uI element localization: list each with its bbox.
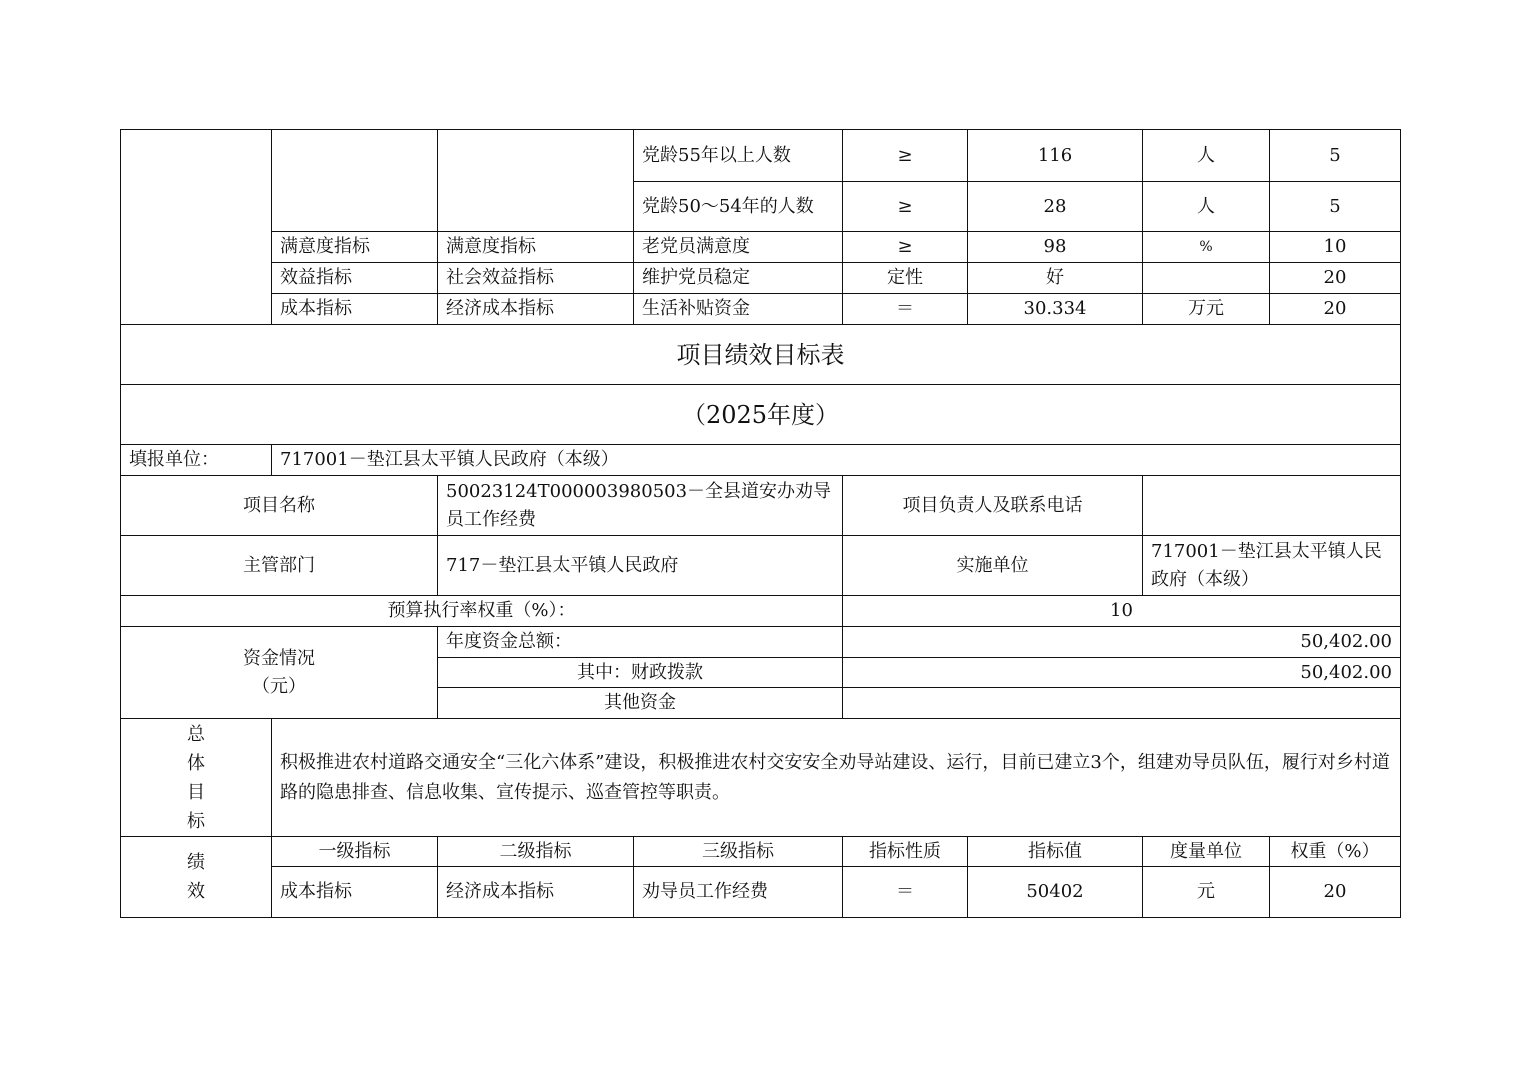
dept-label: 主管部门 xyxy=(121,536,438,596)
contact-label: 项目负责人及联系电话 xyxy=(843,476,1143,536)
value-cell: 28 xyxy=(968,182,1143,232)
weight-cell: 5 xyxy=(1270,182,1401,232)
reporting-unit-label: 填报单位： xyxy=(121,445,272,476)
value-cell: 98 xyxy=(968,232,1143,263)
project-name-value: 50023124T000003980503－全县道安办劝导员工作经费 xyxy=(438,476,843,536)
weight-cell: 20 xyxy=(1270,867,1401,918)
form-title: 项目绩效目标表 xyxy=(121,325,1401,385)
perf-label-char: 绩 xyxy=(187,852,205,873)
funds-other-label: 其他资金 xyxy=(438,688,843,719)
level1-cell: 满意度指标 xyxy=(272,232,438,263)
goal-label-char: 标 xyxy=(187,810,205,832)
funds-fiscal-label: 其中：财政拨款 xyxy=(438,658,843,688)
goal-text: 积极推进农村道路交通安全“三化六体系”建设，积极推进农村交安安全劝导站建设、运行，目前已建立3个，组建劝导员队伍，履行对乡村道路的隐患排查、信息收集、宣传提示、巡查管控等职责。 xyxy=(272,719,1401,837)
weight-cell: 10 xyxy=(1270,232,1401,263)
form-year: （2025年度） xyxy=(121,385,1401,445)
level2-cell: 满意度指标 xyxy=(438,232,634,263)
header-level3: 三级指标 xyxy=(634,837,843,867)
unit-cell: 人 xyxy=(1143,130,1270,182)
funds-total-value: 50,402.00 xyxy=(843,627,1401,658)
funds-label-line1: 资金情况 xyxy=(243,647,315,669)
prev-level1-empty xyxy=(272,130,438,232)
level2-cell: 经济成本指标 xyxy=(438,867,634,918)
unit-cell: 人 xyxy=(1143,182,1270,232)
value-cell: 50402 xyxy=(968,867,1143,918)
impl-label: 实施单位 xyxy=(843,536,1143,596)
funds-label-line2: （元） xyxy=(252,675,306,697)
header-level1: 一级指标 xyxy=(272,837,438,867)
budget-rate-label: 预算执行率权重（%）： xyxy=(121,596,843,627)
funds-label xyxy=(121,627,438,719)
level2-cell: 社会效益指标 xyxy=(438,263,634,294)
reporting-unit-value: 717001－垫江县太平镇人民政府（本级） xyxy=(272,445,1401,476)
level1-cell: 成本指标 xyxy=(272,294,438,325)
level3-cell: 老党员满意度 xyxy=(634,232,843,263)
nature-cell: ≥ xyxy=(843,182,968,232)
nature-cell: ＝ xyxy=(843,294,968,325)
header-weight: 权重（%） xyxy=(1270,837,1401,867)
value-cell: 好 xyxy=(968,263,1143,294)
value-cell: 30.334 xyxy=(968,294,1143,325)
performance-table xyxy=(120,129,1401,918)
dept-value: 717－垫江县太平镇人民政府 xyxy=(438,536,843,596)
weight-cell: 20 xyxy=(1270,263,1401,294)
unit-cell: % xyxy=(1143,232,1270,263)
funds-total-label: 年度资金总额： xyxy=(438,627,843,658)
level3-cell: 党龄55年以上人数 xyxy=(634,130,843,182)
nature-cell: ≥ xyxy=(843,130,968,182)
weight-cell: 20 xyxy=(1270,294,1401,325)
nature-cell: 定性 xyxy=(843,263,968,294)
perf-label xyxy=(121,837,272,918)
level2-cell: 经济成本指标 xyxy=(438,294,634,325)
goal-label-char: 总 xyxy=(187,723,205,745)
goal-label xyxy=(121,719,272,837)
header-unit: 度量单位 xyxy=(1143,837,1270,867)
header-nature: 指标性质 xyxy=(843,837,968,867)
level3-cell: 生活补贴资金 xyxy=(634,294,843,325)
level1-cell: 成本指标 xyxy=(272,867,438,918)
nature-cell: ＝ xyxy=(843,867,968,918)
goal-label-char: 体 xyxy=(187,752,205,774)
header-value: 指标值 xyxy=(968,837,1143,867)
prev-perf-label-cell xyxy=(121,130,272,325)
unit-cell xyxy=(1143,263,1270,294)
header-level2: 二级指标 xyxy=(438,837,634,867)
prev-level2-empty xyxy=(438,130,634,232)
nature-cell: ≥ xyxy=(843,232,968,263)
funds-fiscal-value: 50,402.00 xyxy=(843,658,1401,688)
level1-cell: 效益指标 xyxy=(272,263,438,294)
perf-label-char: 效 xyxy=(187,881,205,902)
weight-cell: 5 xyxy=(1270,130,1401,182)
unit-cell: 万元 xyxy=(1143,294,1270,325)
value-cell: 116 xyxy=(968,130,1143,182)
level3-cell: 党龄50～54年的人数 xyxy=(634,182,843,232)
impl-value: 717001－垫江县太平镇人民政府（本级） xyxy=(1143,536,1401,596)
goal-label-char: 目 xyxy=(187,781,205,803)
level3-cell: 维护党员稳定 xyxy=(634,263,843,294)
level3-cell: 劝导员工作经费 xyxy=(634,867,843,918)
contact-value xyxy=(1143,476,1401,536)
budget-rate-value: 10 xyxy=(843,596,1401,627)
unit-cell: 元 xyxy=(1143,867,1270,918)
project-name-label: 项目名称 xyxy=(121,476,438,536)
funds-other-value xyxy=(843,688,1401,719)
